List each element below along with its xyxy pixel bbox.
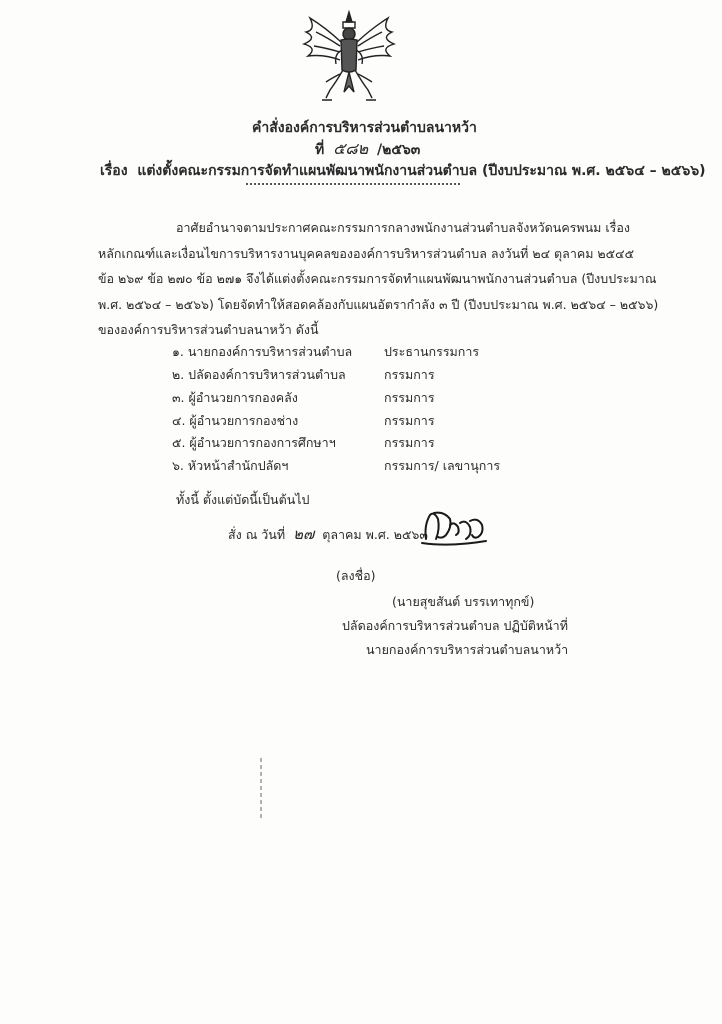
- given-day-handwritten: ๒๗: [293, 525, 315, 543]
- committee-role-2: กรรมการ: [384, 367, 435, 382]
- committee-role-4: กรรมการ: [384, 413, 435, 428]
- signed-label: (ลงชื่อ): [336, 568, 376, 583]
- committee-member-3: ๓. ผู้อำนวยการกองคลัง: [172, 390, 298, 405]
- committee-member-5: ๕. ผู้อำนวยการกองการศึกษาฯ: [172, 435, 336, 450]
- committee-role-3: กรรมการ: [384, 390, 435, 405]
- body-line-2: หลักเกณฑ์และเงื่อนไขการบริหารงานบุคคลขององค์การบริหารส่วนตำบล ลงวันที่ ๒๔ ตุลาคม ๒๕๔๕: [98, 246, 635, 261]
- dotted-divider: [246, 183, 460, 185]
- committee-member-6: ๖. หัวหน้าสำนักปลัดฯ: [172, 458, 289, 473]
- committee-role-1: ประธานกรรมการ: [384, 344, 480, 359]
- scan-mark: [258, 758, 264, 818]
- signer-title-2: นายกองค์การบริหารส่วนตำบลนาหว้า: [366, 642, 569, 657]
- given-date-row: [228, 522, 428, 546]
- given-prefix: สั่ง ณ วันที่: [228, 527, 286, 542]
- order-number-handwritten: ๕๘๒: [333, 139, 369, 158]
- effective-statement: ทั้งนี้ ตั้งแต่บัดนี้เป็นต้นไป: [176, 492, 310, 507]
- signer-title-1: ปลัดองค์การบริหารส่วนตำบล ปฏิบัติหน้าที่: [342, 618, 568, 633]
- body-line-3: ข้อ ๒๖๙ ข้อ ๒๗๐ ข้อ ๒๗๑ จึงได้แต่งตั้งคณะกรรมการจัดทำแผนพัฒนาพนักงานส่วนตำบล (ปีงบประมาณ: [98, 271, 657, 286]
- committee-role-6: กรรมการ/ เลขานุการ: [384, 458, 501, 473]
- given-suffix: ตุลาคม พ.ศ. ๒๕๖๓: [322, 527, 428, 542]
- order-year: /๒๕๖๓: [376, 142, 421, 158]
- committee-member-4: ๔. ผู้อำนวยการกองช่าง: [172, 413, 299, 428]
- subject-label: เรื่อง: [100, 163, 128, 179]
- committee-member-2: ๒. ปลัดองค์การบริหารส่วนตำบล: [172, 367, 346, 382]
- body-line-4: พ.ศ. ๒๕๖๔ – ๒๕๖๖) โดยจัดทำให้สอดคล้องกับแผนอัตรากำลัง ๓ ปี (ปีงบประมาณ พ.ศ. ๒๕๖๔ – ๒๕๖๖): [98, 297, 659, 312]
- garuda-emblem-icon: [296, 8, 402, 108]
- body-line-5: ขององค์การบริหารส่วนตำบลนาหว้า ดังนี้: [98, 322, 319, 337]
- committee-role-5: กรรมการ: [384, 435, 435, 450]
- subject-row: [100, 160, 706, 182]
- committee-member-1: ๑. นายกองค์การบริหารส่วนตำบล: [172, 344, 353, 359]
- document-title: คำสั่งองค์การบริหารส่วนตำบลนาหว้า: [252, 120, 477, 136]
- order-label: ที่: [315, 142, 325, 158]
- order-number-row: [315, 137, 420, 162]
- subject-text: แต่งตั้งคณะกรรมการจัดทำแผนพัฒนาพนักงานส่วนตำบล (ปีงบประมาณ พ.ศ. ๒๕๖๔ – ๒๕๖๖): [137, 163, 706, 179]
- body-line-1: อาศัยอำนาจตามประกาศคณะกรรมการกลางพนักงานส่วนตำบลจังหวัดนครพนม เรื่อง: [176, 220, 630, 235]
- signer-name: (นายสุขสันต์ บรรเทาทุกข์): [392, 594, 535, 609]
- handwritten-signature: [420, 505, 490, 549]
